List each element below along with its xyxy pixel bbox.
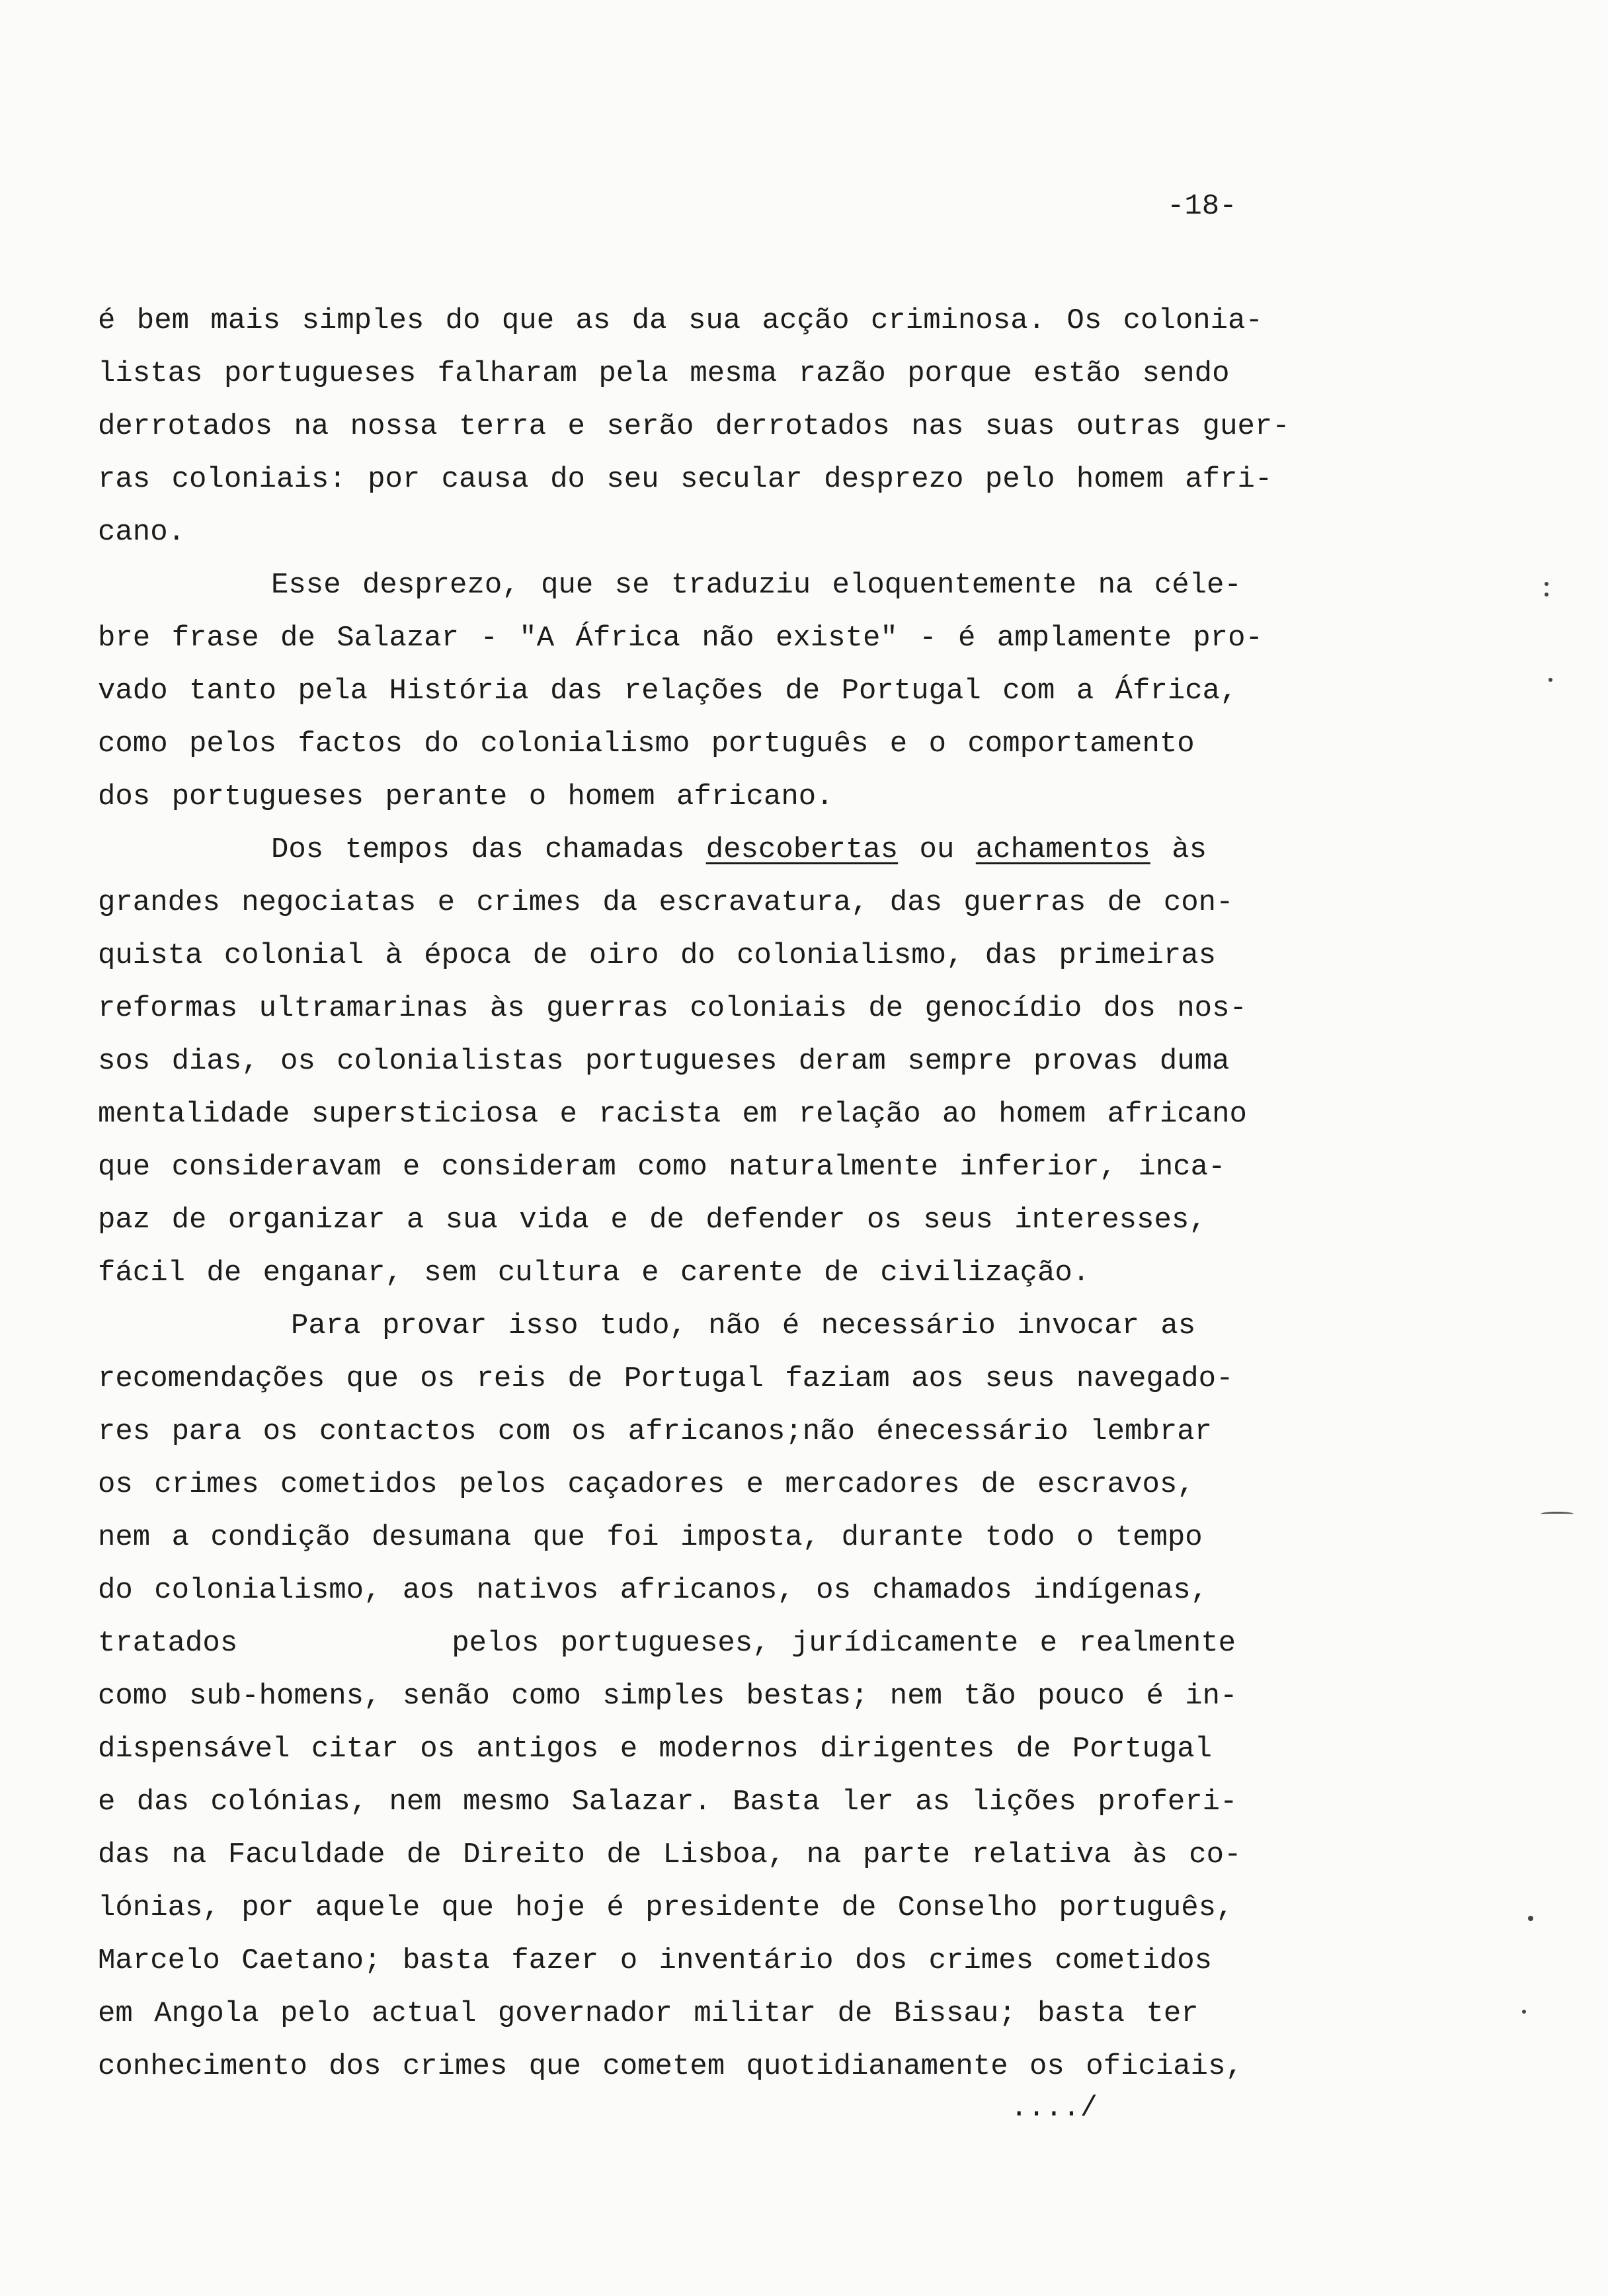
underlined-term: descobertas — [705, 833, 899, 866]
continuation-mark: ..../ — [1010, 2092, 1098, 2125]
text-line: é bem mais simples do que as da sua acção criminosa. Os colonia- — [98, 304, 1263, 337]
text-line: como sub-homens, senão como simples bestas; nem tão pouco é in- — [98, 1680, 1238, 1713]
text-line: conhecimento dos crimes que cometem quotidianamente os oficiais, — [98, 2050, 1243, 2083]
scan-speck — [1545, 582, 1548, 586]
text-line: em Angola pelo actual governador militar de Bissau; basta ter — [98, 1997, 1199, 2030]
text-segment: Dos tempos das chamadas — [271, 833, 706, 866]
text-line: quista colonial à época de oiro do colonialismo, das primeiras — [98, 939, 1217, 972]
text-line: sos dias, os colonialistas portugueses deram sempre provas duma — [98, 1045, 1230, 1078]
text-line: como pelos factos do colonialismo português e o comportamento — [98, 727, 1195, 760]
scan-speck — [1528, 1916, 1533, 1921]
body-text — [98, 294, 1420, 2093]
paragraph-first-line: Para provar isso tudo, não é necessário invocar as — [291, 1309, 1196, 1342]
text-line: vado tanto pela História das relações de Portugal com a África, — [98, 675, 1238, 708]
scan-mark — [1541, 1512, 1574, 1516]
text-line: lónias, por aquele que hoje é presidente de Conselho português, — [98, 1891, 1234, 1924]
paragraph-first-line: Esse desprezo, que se traduziu eloquentemente na céle- — [271, 569, 1242, 602]
text-line: tratados pelos portugueses, jurídicamente e realmente — [98, 1627, 1236, 1660]
text-line: das na Faculdade de Direito de Lisboa, na parte relativa às co- — [98, 1838, 1242, 1871]
text-line: dispensável citar os antigos e modernos dirigentes de Portugal — [98, 1733, 1213, 1766]
text-segment: ou — [898, 833, 976, 866]
scan-speck — [1522, 2010, 1526, 2014]
text-line: mentalidade supersticiosa e racista em relação ao homem africano — [98, 1098, 1247, 1131]
page-number: -18- — [1167, 190, 1237, 223]
text-line: os crimes cometidos pelos caçadores e mercadores de escravos, — [98, 1468, 1195, 1501]
scan-speck — [1548, 678, 1552, 682]
text-segment: às — [1150, 833, 1207, 866]
paragraph-first-line — [98, 823, 1420, 876]
text-line: fácil de enganar, sem cultura e carente de civilização. — [98, 1256, 1090, 1290]
text-line: res para os contactos com os africanos;não énecessário lembrar — [98, 1415, 1213, 1448]
text-line: do colonialismo, aos nativos africanos, os chamados indígenas, — [98, 1574, 1209, 1607]
text-line: cano. — [98, 516, 186, 549]
text-line: Marcelo Caetano; basta fazer o inventário dos crimes cometidos — [98, 1944, 1213, 1977]
text-line: ras coloniais: por causa do seu secular desprezo pelo homem afri- — [98, 463, 1273, 496]
text-line: que consideravam e consideram como naturalmente inferior, inca- — [98, 1151, 1226, 1184]
text-line: nem a condição desumana que foi imposta, durante todo o tempo — [98, 1521, 1203, 1554]
text-line: dos portugueses perante o homem africano. — [98, 780, 834, 813]
text-line: grandes negociatas e crimes da escravatura, das guerras de con- — [98, 886, 1234, 919]
scan-speck — [1545, 593, 1548, 596]
underlined-term: achamentos — [975, 833, 1150, 866]
text-line: recomendações que os reis de Portugal faziam aos seus navegado- — [98, 1362, 1234, 1395]
text-line: listas portugueses falharam pela mesma razão porque estão sendo — [98, 357, 1230, 390]
text-line: derrotados na nossa terra e serão derrotados nas suas outras guer- — [98, 410, 1290, 443]
text-line: reformas ultramarinas às guerras coloniais de genocídio dos nos- — [98, 992, 1247, 1025]
text-line: paz de organizar a sua vida e de defender os seus interesses, — [98, 1204, 1207, 1237]
text-line: bre frase de Salazar - "A África não existe" - é amplamente pro- — [98, 622, 1263, 655]
text-line: e das colónias, nem mesmo Salazar. Basta ler as lições proferi- — [98, 1785, 1238, 1819]
